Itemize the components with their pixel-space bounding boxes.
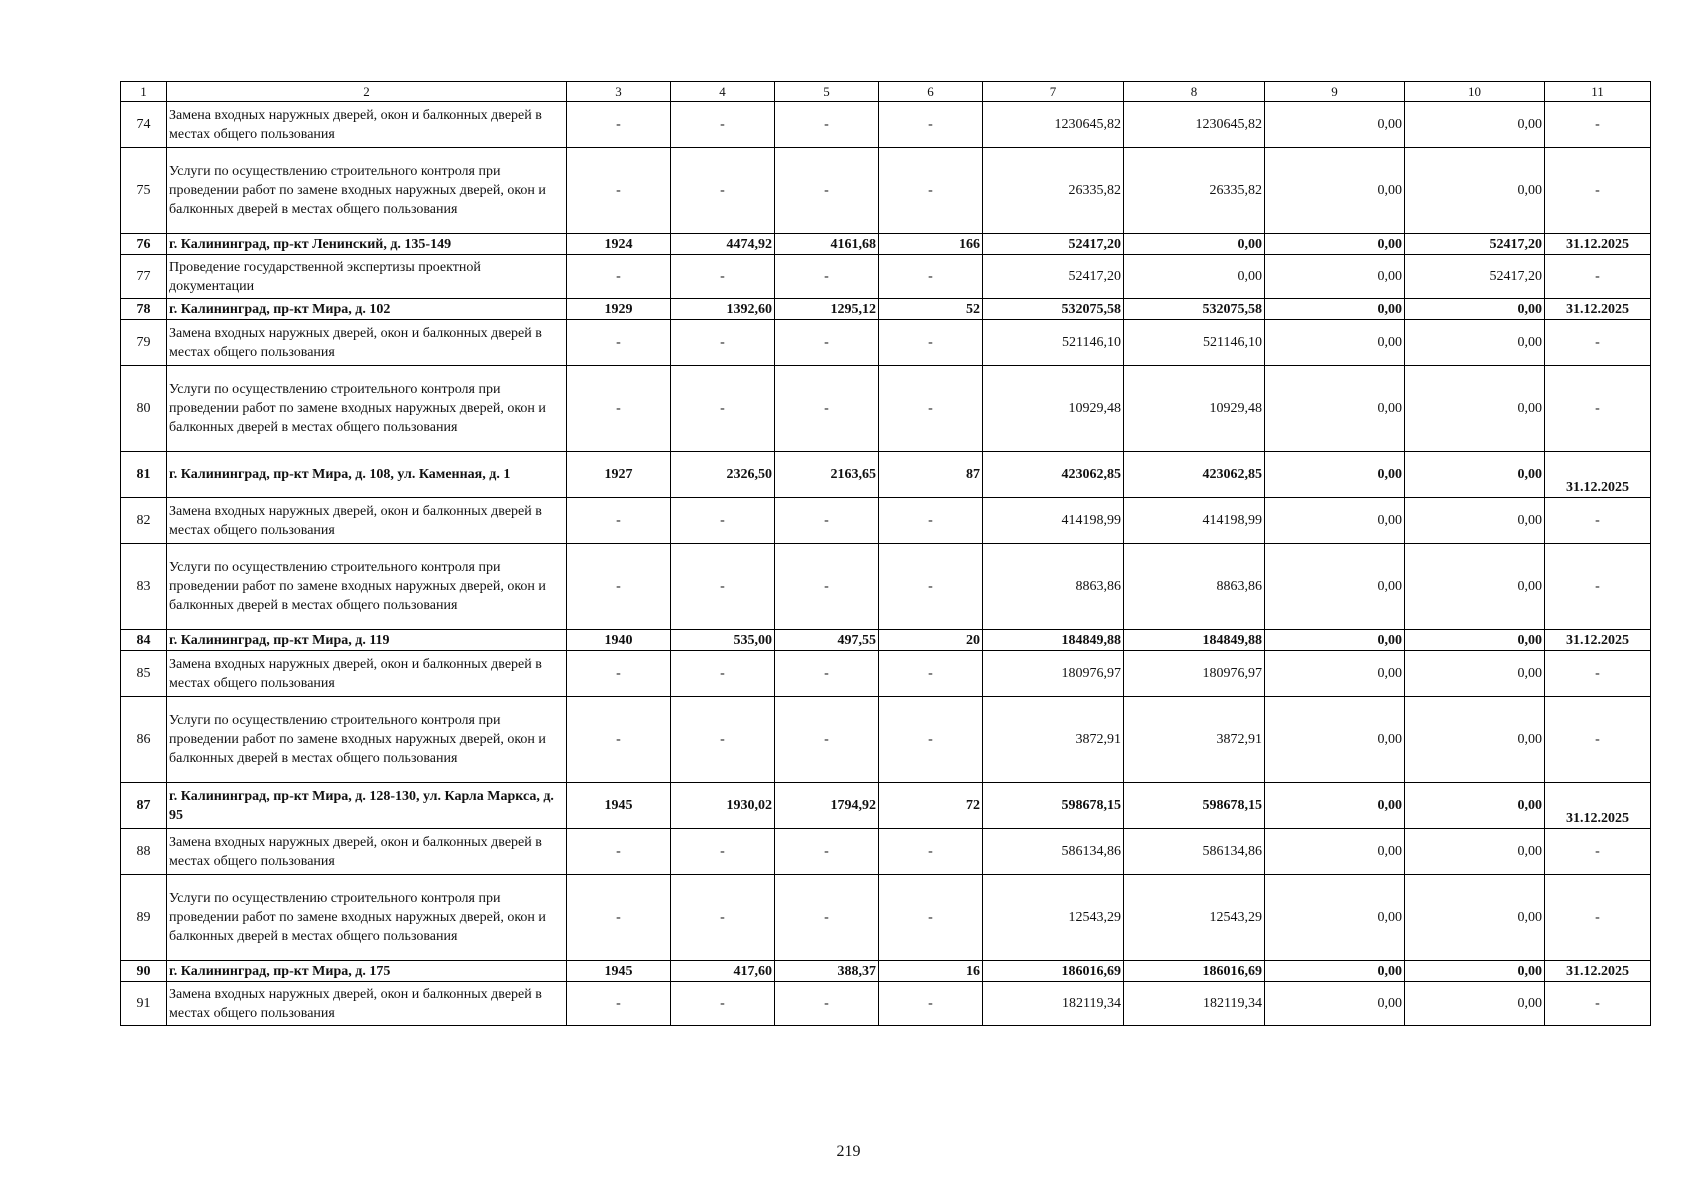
- work-item-row: [121, 982, 1651, 1026]
- cost-fund-cell: 521146,10: [1124, 320, 1265, 366]
- cost-budget-cell: 0,00: [1265, 148, 1405, 234]
- cost-budget-cell: 0,00: [1265, 783, 1405, 829]
- cost-total-cell: 182119,34: [983, 982, 1124, 1026]
- cost-total-cell: 3872,91: [983, 697, 1124, 783]
- row-number-cell: 87: [121, 783, 167, 829]
- page-number: 219: [836, 1143, 861, 1160]
- cost-total-cell: 186016,69: [983, 961, 1124, 982]
- year-cell: -: [567, 544, 671, 630]
- column-number: 11: [1545, 82, 1651, 102]
- completion-date-cell: 31.12.2025: [1545, 961, 1651, 982]
- year-cell: 1929: [567, 299, 671, 320]
- completion-date-cell: 31.12.2025: [1545, 783, 1651, 829]
- residents-cell: 16: [879, 961, 983, 982]
- row-number-cell: 81: [121, 452, 167, 498]
- column-number: 4: [671, 82, 775, 102]
- column-number: 3: [567, 82, 671, 102]
- completion-date-cell: 31.12.2025: [1545, 234, 1651, 255]
- area-living-cell: -: [775, 498, 879, 544]
- work-item-row: [121, 366, 1651, 452]
- cost-other-cell: 0,00: [1405, 299, 1545, 320]
- year-cell: -: [567, 366, 671, 452]
- year-cell: -: [567, 102, 671, 148]
- column-number: 10: [1405, 82, 1545, 102]
- work-item-row: [121, 544, 1651, 630]
- cost-total-cell: 184849,88: [983, 630, 1124, 651]
- year-cell: 1940: [567, 630, 671, 651]
- cost-budget-cell: 0,00: [1265, 452, 1405, 498]
- column-number: 6: [879, 82, 983, 102]
- cost-budget-cell: 0,00: [1265, 299, 1405, 320]
- area-total-cell: 2326,50: [671, 452, 775, 498]
- area-living-cell: -: [775, 697, 879, 783]
- year-cell: 1927: [567, 452, 671, 498]
- cost-budget-cell: 0,00: [1265, 630, 1405, 651]
- work-item-row: [121, 102, 1651, 148]
- area-living-cell: 4161,68: [775, 234, 879, 255]
- residents-cell: 52: [879, 299, 983, 320]
- row-number-cell: 75: [121, 148, 167, 234]
- completion-date-cell: -: [1545, 255, 1651, 299]
- area-living-cell: 1794,92: [775, 783, 879, 829]
- area-living-cell: -: [775, 148, 879, 234]
- cost-fund-cell: 414198,99: [1124, 498, 1265, 544]
- cost-fund-cell: 532075,58: [1124, 299, 1265, 320]
- description-cell: Замена входных наружных дверей, окон и балконных дверей в местах общего пользования: [167, 829, 567, 875]
- area-total-cell: -: [671, 498, 775, 544]
- cost-fund-cell: 10929,48: [1124, 366, 1265, 452]
- cost-total-cell: 586134,86: [983, 829, 1124, 875]
- cost-other-cell: 0,00: [1405, 651, 1545, 697]
- row-number-cell: 86: [121, 697, 167, 783]
- cost-other-cell: 0,00: [1405, 697, 1545, 783]
- description-cell: Услуги по осуществлению строительного контроля при проведении работ по замене входных наружных дверей, окон и балконных дверей в местах общего пользования: [167, 366, 567, 452]
- area-total-cell: 417,60: [671, 961, 775, 982]
- cost-budget-cell: 0,00: [1265, 498, 1405, 544]
- completion-date-cell: 31.12.2025: [1545, 452, 1651, 498]
- cost-total-cell: 52417,20: [983, 234, 1124, 255]
- area-living-cell: -: [775, 255, 879, 299]
- data-table: [120, 81, 1651, 1026]
- cost-budget-cell: 0,00: [1265, 961, 1405, 982]
- address-row: [121, 630, 1651, 651]
- cost-other-cell: 0,00: [1405, 148, 1545, 234]
- year-cell: 1945: [567, 783, 671, 829]
- cost-other-cell: 0,00: [1405, 452, 1545, 498]
- address-row: [121, 961, 1651, 982]
- row-number-cell: 80: [121, 366, 167, 452]
- area-living-cell: -: [775, 982, 879, 1026]
- cost-fund-cell: 184849,88: [1124, 630, 1265, 651]
- year-cell: -: [567, 255, 671, 299]
- residents-cell: -: [879, 697, 983, 783]
- residents-cell: -: [879, 982, 983, 1026]
- completion-date-cell: -: [1545, 102, 1651, 148]
- residents-cell: 87: [879, 452, 983, 498]
- area-total-cell: 4474,92: [671, 234, 775, 255]
- residents-cell: -: [879, 498, 983, 544]
- cost-other-cell: 52417,20: [1405, 255, 1545, 299]
- area-living-cell: -: [775, 320, 879, 366]
- completion-date-cell: 31.12.2025: [1545, 630, 1651, 651]
- area-total-cell: -: [671, 829, 775, 875]
- residents-cell: 20: [879, 630, 983, 651]
- cost-fund-cell: 586134,86: [1124, 829, 1265, 875]
- area-total-cell: -: [671, 875, 775, 961]
- cost-total-cell: 8863,86: [983, 544, 1124, 630]
- area-total-cell: -: [671, 320, 775, 366]
- cost-fund-cell: 3872,91: [1124, 697, 1265, 783]
- cost-total-cell: 423062,85: [983, 452, 1124, 498]
- cost-fund-cell: 12543,29: [1124, 875, 1265, 961]
- area-total-cell: -: [671, 102, 775, 148]
- row-number-cell: 90: [121, 961, 167, 982]
- area-total-cell: 1930,02: [671, 783, 775, 829]
- description-cell: Замена входных наружных дверей, окон и балконных дверей в местах общего пользования: [167, 651, 567, 697]
- cost-total-cell: 180976,97: [983, 651, 1124, 697]
- residents-cell: -: [879, 544, 983, 630]
- work-item-row: [121, 498, 1651, 544]
- row-number-cell: 76: [121, 234, 167, 255]
- completion-date-cell: -: [1545, 829, 1651, 875]
- completion-date-cell: -: [1545, 982, 1651, 1026]
- cost-budget-cell: 0,00: [1265, 320, 1405, 366]
- year-cell: -: [567, 498, 671, 544]
- work-item-row: [121, 148, 1651, 234]
- area-living-cell: -: [775, 102, 879, 148]
- description-cell: г. Калининград, пр-кт Ленинский, д. 135-149: [167, 234, 567, 255]
- description-cell: Замена входных наружных дверей, окон и балконных дверей в местах общего пользования: [167, 982, 567, 1026]
- cost-fund-cell: 8863,86: [1124, 544, 1265, 630]
- description-cell: Замена входных наружных дверей, окон и балконных дверей в местах общего пользования: [167, 498, 567, 544]
- address-row: [121, 234, 1651, 255]
- description-cell: г. Калининград, пр-кт Мира, д. 175: [167, 961, 567, 982]
- cost-total-cell: 532075,58: [983, 299, 1124, 320]
- area-living-cell: 1295,12: [775, 299, 879, 320]
- year-cell: -: [567, 829, 671, 875]
- completion-date-cell: -: [1545, 498, 1651, 544]
- cost-budget-cell: 0,00: [1265, 697, 1405, 783]
- year-cell: -: [567, 148, 671, 234]
- residents-cell: -: [879, 320, 983, 366]
- cost-other-cell: 0,00: [1405, 829, 1545, 875]
- row-number-cell: 77: [121, 255, 167, 299]
- description-cell: Замена входных наружных дверей, окон и балконных дверей в местах общего пользования: [167, 102, 567, 148]
- column-number: 2: [167, 82, 567, 102]
- work-item-row: [121, 255, 1651, 299]
- area-total-cell: -: [671, 651, 775, 697]
- year-cell: -: [567, 320, 671, 366]
- cost-other-cell: 0,00: [1405, 366, 1545, 452]
- year-cell: 1945: [567, 961, 671, 982]
- column-number: 1: [121, 82, 167, 102]
- cost-fund-cell: 182119,34: [1124, 982, 1265, 1026]
- description-cell: Услуги по осуществлению строительного контроля при проведении работ по замене входных наружных дверей, окон и балконных дверей в местах общего пользования: [167, 148, 567, 234]
- cost-fund-cell: 26335,82: [1124, 148, 1265, 234]
- completion-date-cell: -: [1545, 875, 1651, 961]
- area-total-cell: -: [671, 982, 775, 1026]
- residents-cell: -: [879, 366, 983, 452]
- residents-cell: 166: [879, 234, 983, 255]
- cost-total-cell: 598678,15: [983, 783, 1124, 829]
- work-item-row: [121, 875, 1651, 961]
- row-number-cell: 88: [121, 829, 167, 875]
- row-number-cell: 74: [121, 102, 167, 148]
- cost-fund-cell: 598678,15: [1124, 783, 1265, 829]
- area-living-cell: 388,37: [775, 961, 879, 982]
- cost-fund-cell: 1230645,82: [1124, 102, 1265, 148]
- row-number-cell: 83: [121, 544, 167, 630]
- cost-budget-cell: 0,00: [1265, 982, 1405, 1026]
- area-living-cell: -: [775, 366, 879, 452]
- area-living-cell: -: [775, 829, 879, 875]
- residents-cell: -: [879, 829, 983, 875]
- completion-date-cell: -: [1545, 697, 1651, 783]
- description-cell: г. Калининград, пр-кт Мира, д. 102: [167, 299, 567, 320]
- row-number-cell: 89: [121, 875, 167, 961]
- cost-fund-cell: 423062,85: [1124, 452, 1265, 498]
- year-cell: -: [567, 875, 671, 961]
- area-total-cell: -: [671, 366, 775, 452]
- residents-cell: -: [879, 651, 983, 697]
- column-number-row: [121, 82, 1651, 102]
- cost-budget-cell: 0,00: [1265, 829, 1405, 875]
- description-cell: Услуги по осуществлению строительного контроля при проведении работ по замене входных наружных дверей, окон и балконных дверей в местах общего пользования: [167, 697, 567, 783]
- description-cell: Проведение государственной экспертизы проектной документации: [167, 255, 567, 299]
- cost-budget-cell: 0,00: [1265, 875, 1405, 961]
- residents-cell: -: [879, 102, 983, 148]
- cost-total-cell: 52417,20: [983, 255, 1124, 299]
- cost-fund-cell: 0,00: [1124, 234, 1265, 255]
- cost-fund-cell: 180976,97: [1124, 651, 1265, 697]
- cost-total-cell: 26335,82: [983, 148, 1124, 234]
- completion-date-cell: 31.12.2025: [1545, 299, 1651, 320]
- cost-other-cell: 0,00: [1405, 875, 1545, 961]
- residents-cell: -: [879, 148, 983, 234]
- completion-date-cell: -: [1545, 366, 1651, 452]
- residents-cell: -: [879, 255, 983, 299]
- description-cell: Замена входных наружных дверей, окон и балконных дверей в местах общего пользования: [167, 320, 567, 366]
- table-body: [121, 82, 1651, 1026]
- cost-other-cell: 0,00: [1405, 544, 1545, 630]
- year-cell: 1924: [567, 234, 671, 255]
- year-cell: -: [567, 697, 671, 783]
- area-total-cell: -: [671, 544, 775, 630]
- address-row: [121, 452, 1651, 498]
- year-cell: -: [567, 982, 671, 1026]
- completion-date-cell: -: [1545, 148, 1651, 234]
- cost-other-cell: 0,00: [1405, 320, 1545, 366]
- area-total-cell: 535,00: [671, 630, 775, 651]
- completion-date-cell: -: [1545, 651, 1651, 697]
- work-item-row: [121, 697, 1651, 783]
- area-living-cell: 497,55: [775, 630, 879, 651]
- cost-fund-cell: 0,00: [1124, 255, 1265, 299]
- cost-total-cell: 1230645,82: [983, 102, 1124, 148]
- area-total-cell: -: [671, 148, 775, 234]
- cost-budget-cell: 0,00: [1265, 651, 1405, 697]
- cost-other-cell: 0,00: [1405, 961, 1545, 982]
- work-item-row: [121, 320, 1651, 366]
- row-number-cell: 79: [121, 320, 167, 366]
- area-living-cell: -: [775, 651, 879, 697]
- area-total-cell: 1392,60: [671, 299, 775, 320]
- column-number: 7: [983, 82, 1124, 102]
- row-number-cell: 78: [121, 299, 167, 320]
- column-number: 5: [775, 82, 879, 102]
- cost-fund-cell: 186016,69: [1124, 961, 1265, 982]
- cost-other-cell: 0,00: [1405, 630, 1545, 651]
- cost-budget-cell: 0,00: [1265, 255, 1405, 299]
- cost-total-cell: 521146,10: [983, 320, 1124, 366]
- area-total-cell: -: [671, 255, 775, 299]
- description-cell: г. Калининград, пр-кт Мира, д. 119: [167, 630, 567, 651]
- cost-budget-cell: 0,00: [1265, 234, 1405, 255]
- area-total-cell: -: [671, 697, 775, 783]
- cost-total-cell: 414198,99: [983, 498, 1124, 544]
- column-number: 8: [1124, 82, 1265, 102]
- cost-budget-cell: 0,00: [1265, 366, 1405, 452]
- cost-total-cell: 10929,48: [983, 366, 1124, 452]
- cost-other-cell: 0,00: [1405, 498, 1545, 544]
- completion-date-cell: -: [1545, 320, 1651, 366]
- cost-other-cell: 0,00: [1405, 102, 1545, 148]
- year-cell: -: [567, 651, 671, 697]
- area-living-cell: 2163,65: [775, 452, 879, 498]
- cost-budget-cell: 0,00: [1265, 102, 1405, 148]
- row-number-cell: 91: [121, 982, 167, 1026]
- cost-budget-cell: 0,00: [1265, 544, 1405, 630]
- description-cell: г. Калининград, пр-кт Мира, д. 128-130, ул. Карла Маркса, д. 95: [167, 783, 567, 829]
- area-living-cell: -: [775, 544, 879, 630]
- row-number-cell: 82: [121, 498, 167, 544]
- cost-other-cell: 0,00: [1405, 982, 1545, 1026]
- description-cell: Услуги по осуществлению строительного контроля при проведении работ по замене входных наружных дверей, окон и балконных дверей в местах общего пользования: [167, 875, 567, 961]
- description-cell: г. Калининград, пр-кт Мира, д. 108, ул. Каменная, д. 1: [167, 452, 567, 498]
- residents-cell: 72: [879, 783, 983, 829]
- cost-other-cell: 52417,20: [1405, 234, 1545, 255]
- row-number-cell: 85: [121, 651, 167, 697]
- residents-cell: -: [879, 875, 983, 961]
- address-row: [121, 783, 1651, 829]
- work-item-row: [121, 829, 1651, 875]
- row-number-cell: 84: [121, 630, 167, 651]
- address-row: [121, 299, 1651, 320]
- cost-total-cell: 12543,29: [983, 875, 1124, 961]
- column-number: 9: [1265, 82, 1405, 102]
- cost-other-cell: 0,00: [1405, 783, 1545, 829]
- work-item-row: [121, 651, 1651, 697]
- description-cell: Услуги по осуществлению строительного контроля при проведении работ по замене входных наружных дверей, окон и балконных дверей в местах общего пользования: [167, 544, 567, 630]
- area-living-cell: -: [775, 875, 879, 961]
- completion-date-cell: -: [1545, 544, 1651, 630]
